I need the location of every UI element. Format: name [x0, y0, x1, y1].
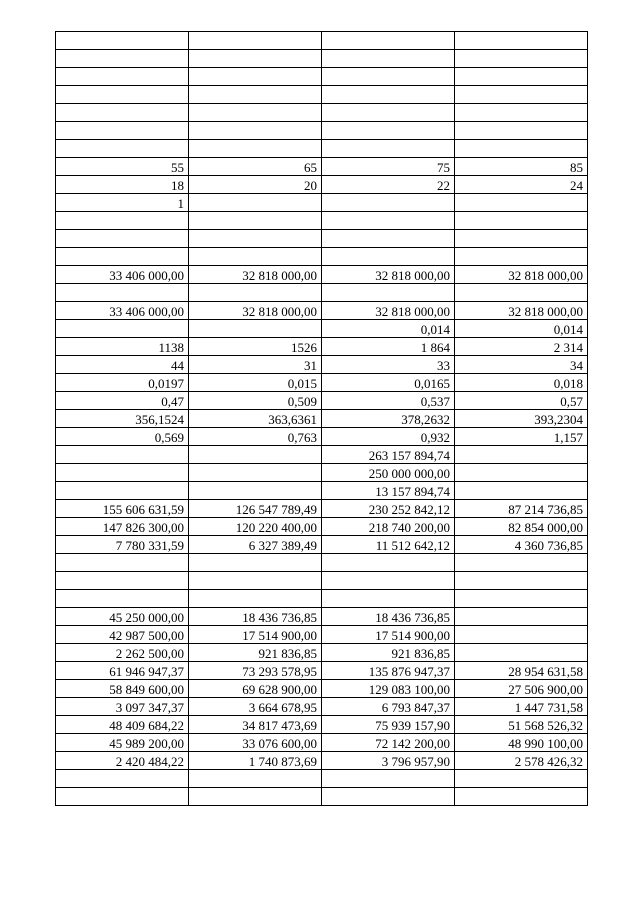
table-row	[56, 338, 588, 356]
table-cell	[455, 464, 588, 482]
table-cell: 32 818 000,00	[455, 266, 588, 284]
table-cell: 11 512 642,12	[322, 536, 455, 554]
table-cell: 230 252 842,12	[322, 500, 455, 518]
table-cell	[322, 590, 455, 608]
table-cell: 33	[322, 356, 455, 374]
table-cell: 32 818 000,00	[189, 266, 322, 284]
table-row	[56, 716, 588, 734]
table-cell	[322, 50, 455, 68]
table-cell	[189, 104, 322, 122]
table-row	[56, 446, 588, 464]
table-cell	[322, 122, 455, 140]
table-row	[56, 140, 588, 158]
table-cell: 27 506 900,00	[455, 680, 588, 698]
table-cell: 34	[455, 356, 588, 374]
table-row	[56, 320, 588, 338]
table-row	[56, 644, 588, 662]
table-cell: 3 097 347,37	[56, 698, 189, 716]
table-cell: 1 447 731,58	[455, 698, 588, 716]
table-cell: 75	[322, 158, 455, 176]
table-cell: 378,2632	[322, 410, 455, 428]
table-cell: 18	[56, 176, 189, 194]
table-cell: 0,018	[455, 374, 588, 392]
table-cell: 1138	[56, 338, 189, 356]
table-cell: 2 262 500,00	[56, 644, 189, 662]
table-cell: 1 740 873,69	[189, 752, 322, 770]
table-cell: 356,1524	[56, 410, 189, 428]
table-cell: 218 740 200,00	[322, 518, 455, 536]
table-row	[56, 500, 588, 518]
table-cell: 250 000 000,00	[322, 464, 455, 482]
table-row	[56, 302, 588, 320]
table-cell	[455, 554, 588, 572]
table-cell	[455, 122, 588, 140]
table-cell	[189, 248, 322, 266]
table-cell: 0,57	[455, 392, 588, 410]
table-cell	[189, 770, 322, 788]
table-cell: 28 954 631,58	[455, 662, 588, 680]
table-cell: 3 796 957,90	[322, 752, 455, 770]
table-row	[56, 572, 588, 590]
table-cell: 0,47	[56, 392, 189, 410]
table-cell	[56, 554, 189, 572]
table-cell	[322, 770, 455, 788]
table-cell	[455, 590, 588, 608]
table-cell	[322, 788, 455, 806]
table-cell: 17 514 900,00	[322, 626, 455, 644]
table-cell	[56, 788, 189, 806]
table-cell	[56, 212, 189, 230]
table-cell: 24	[455, 176, 588, 194]
table-row	[56, 626, 588, 644]
table-cell: 42 987 500,00	[56, 626, 189, 644]
table-cell: 72 142 200,00	[322, 734, 455, 752]
table-row	[56, 680, 588, 698]
table-cell: 45 989 200,00	[56, 734, 189, 752]
table-row	[56, 266, 588, 284]
table-cell	[455, 608, 588, 626]
table-row	[56, 536, 588, 554]
table-body	[56, 32, 588, 806]
table-cell: 7 780 331,59	[56, 536, 189, 554]
table-row	[56, 464, 588, 482]
table-row	[56, 608, 588, 626]
table-row	[56, 410, 588, 428]
table-cell	[56, 464, 189, 482]
table-cell	[189, 122, 322, 140]
table-cell	[56, 50, 189, 68]
table-cell	[189, 230, 322, 248]
table-cell	[455, 482, 588, 500]
table-cell: 0,763	[189, 428, 322, 446]
table-cell	[56, 230, 189, 248]
table-cell	[189, 284, 322, 302]
table-cell	[455, 446, 588, 464]
table-cell: 1526	[189, 338, 322, 356]
table-row	[56, 374, 588, 392]
table-row	[56, 248, 588, 266]
table-row	[56, 698, 588, 716]
table-row	[56, 194, 588, 212]
table-cell	[322, 572, 455, 590]
table-cell	[455, 194, 588, 212]
table-cell: 18 436 736,85	[189, 608, 322, 626]
table-cell: 921 836,85	[189, 644, 322, 662]
table-row	[56, 104, 588, 122]
table-cell: 921 836,85	[322, 644, 455, 662]
table-cell	[189, 590, 322, 608]
table-cell: 0,014	[455, 320, 588, 338]
table-cell	[56, 320, 189, 338]
table-cell	[322, 212, 455, 230]
table-cell	[322, 230, 455, 248]
table-cell: 18 436 736,85	[322, 608, 455, 626]
table-cell: 48 409 684,22	[56, 716, 189, 734]
table-row	[56, 788, 588, 806]
table-cell: 1 864	[322, 338, 455, 356]
table-cell	[322, 140, 455, 158]
table-cell	[56, 590, 189, 608]
table-cell: 129 083 100,00	[322, 680, 455, 698]
table-cell: 32 818 000,00	[455, 302, 588, 320]
table-cell	[455, 626, 588, 644]
table-cell: 55	[56, 158, 189, 176]
table-cell	[189, 320, 322, 338]
table-row	[56, 554, 588, 572]
table-cell: 13 157 894,74	[322, 482, 455, 500]
table-cell	[56, 284, 189, 302]
table-row	[56, 356, 588, 374]
table-row	[56, 428, 588, 446]
table-row	[56, 50, 588, 68]
table-cell	[189, 446, 322, 464]
table-row	[56, 284, 588, 302]
table-cell	[56, 122, 189, 140]
table-cell: 85	[455, 158, 588, 176]
table-cell	[189, 572, 322, 590]
table-cell: 135 876 947,37	[322, 662, 455, 680]
table-cell: 87 214 736,85	[455, 500, 588, 518]
table-cell: 73 293 578,95	[189, 662, 322, 680]
table-cell: 0,569	[56, 428, 189, 446]
table-row	[56, 770, 588, 788]
table-cell	[56, 572, 189, 590]
table-row	[56, 32, 588, 50]
table-cell: 33 406 000,00	[56, 266, 189, 284]
table-cell: 0,537	[322, 392, 455, 410]
table-cell: 44	[56, 356, 189, 374]
table-cell: 0,014	[322, 320, 455, 338]
table-cell: 75 939 157,90	[322, 716, 455, 734]
table-cell: 58 849 600,00	[56, 680, 189, 698]
table-cell	[189, 32, 322, 50]
table-cell: 69 628 900,00	[189, 680, 322, 698]
table-row	[56, 518, 588, 536]
table-cell	[189, 554, 322, 572]
table-cell: 32 818 000,00	[189, 302, 322, 320]
table-cell	[189, 482, 322, 500]
table-cell: 22	[322, 176, 455, 194]
table-cell	[189, 86, 322, 104]
table-cell: 263 157 894,74	[322, 446, 455, 464]
table-row	[56, 176, 588, 194]
table-cell	[56, 32, 189, 50]
table-cell	[455, 32, 588, 50]
table-cell: 20	[189, 176, 322, 194]
table-row	[56, 212, 588, 230]
table-cell: 82 854 000,00	[455, 518, 588, 536]
table-row	[56, 482, 588, 500]
data-table	[55, 31, 588, 806]
table-cell: 33 406 000,00	[56, 302, 189, 320]
table-cell: 3 664 678,95	[189, 698, 322, 716]
table-cell	[455, 230, 588, 248]
table-cell: 393,2304	[455, 410, 588, 428]
table-cell	[56, 482, 189, 500]
table-cell: 2 314	[455, 338, 588, 356]
table-cell	[189, 464, 322, 482]
table-cell: 155 606 631,59	[56, 500, 189, 518]
table-cell	[189, 194, 322, 212]
table-cell	[455, 140, 588, 158]
table-row	[56, 68, 588, 86]
table-row	[56, 230, 588, 248]
table-cell	[189, 68, 322, 86]
table-cell: 0,0197	[56, 374, 189, 392]
table-cell	[455, 788, 588, 806]
table-cell	[189, 212, 322, 230]
table-row	[56, 86, 588, 104]
table-cell	[56, 68, 189, 86]
table-row	[56, 392, 588, 410]
table-cell: 2 420 484,22	[56, 752, 189, 770]
table-cell	[455, 572, 588, 590]
table-cell: 4 360 736,85	[455, 536, 588, 554]
table-cell	[322, 68, 455, 86]
table-cell	[455, 248, 588, 266]
table-cell	[56, 248, 189, 266]
table-cell	[56, 770, 189, 788]
table-cell: 147 826 300,00	[56, 518, 189, 536]
table-row	[56, 734, 588, 752]
table-cell	[455, 284, 588, 302]
table-cell	[56, 86, 189, 104]
table-cell: 45 250 000,00	[56, 608, 189, 626]
table-cell: 32 818 000,00	[322, 302, 455, 320]
table-cell: 126 547 789,49	[189, 500, 322, 518]
table-cell: 1,157	[455, 428, 588, 446]
table-cell	[455, 770, 588, 788]
table-cell: 1	[56, 194, 189, 212]
table-cell	[455, 68, 588, 86]
table-cell	[56, 140, 189, 158]
table-cell	[322, 32, 455, 50]
table-cell: 65	[189, 158, 322, 176]
table-cell	[322, 248, 455, 266]
table-row	[56, 662, 588, 680]
table-cell	[189, 788, 322, 806]
table-cell: 120 220 400,00	[189, 518, 322, 536]
table-cell	[322, 194, 455, 212]
table-cell: 48 990 100,00	[455, 734, 588, 752]
table-cell	[189, 50, 322, 68]
table-cell: 33 076 600,00	[189, 734, 322, 752]
table-cell	[322, 86, 455, 104]
table-cell	[322, 104, 455, 122]
table-cell	[322, 554, 455, 572]
table-cell: 61 946 947,37	[56, 662, 189, 680]
table-row	[56, 752, 588, 770]
table-cell	[455, 104, 588, 122]
table-cell: 17 514 900,00	[189, 626, 322, 644]
table-cell: 0,015	[189, 374, 322, 392]
table-cell: 0,932	[322, 428, 455, 446]
table-row	[56, 122, 588, 140]
table-cell: 2 578 426,32	[455, 752, 588, 770]
table-cell	[455, 86, 588, 104]
table-cell	[189, 140, 322, 158]
table-cell	[322, 284, 455, 302]
table-cell	[56, 446, 189, 464]
table-cell	[455, 644, 588, 662]
table-cell: 0,0165	[322, 374, 455, 392]
table-cell: 32 818 000,00	[322, 266, 455, 284]
table-cell: 6 327 389,49	[189, 536, 322, 554]
table-cell: 6 793 847,37	[322, 698, 455, 716]
table-row	[56, 590, 588, 608]
table-cell: 31	[189, 356, 322, 374]
table-cell	[455, 212, 588, 230]
table-cell: 0,509	[189, 392, 322, 410]
table-row	[56, 158, 588, 176]
table-cell	[455, 50, 588, 68]
table-cell: 34 817 473,69	[189, 716, 322, 734]
table-cell	[56, 104, 189, 122]
table-cell: 363,6361	[189, 410, 322, 428]
table-cell: 51 568 526,32	[455, 716, 588, 734]
